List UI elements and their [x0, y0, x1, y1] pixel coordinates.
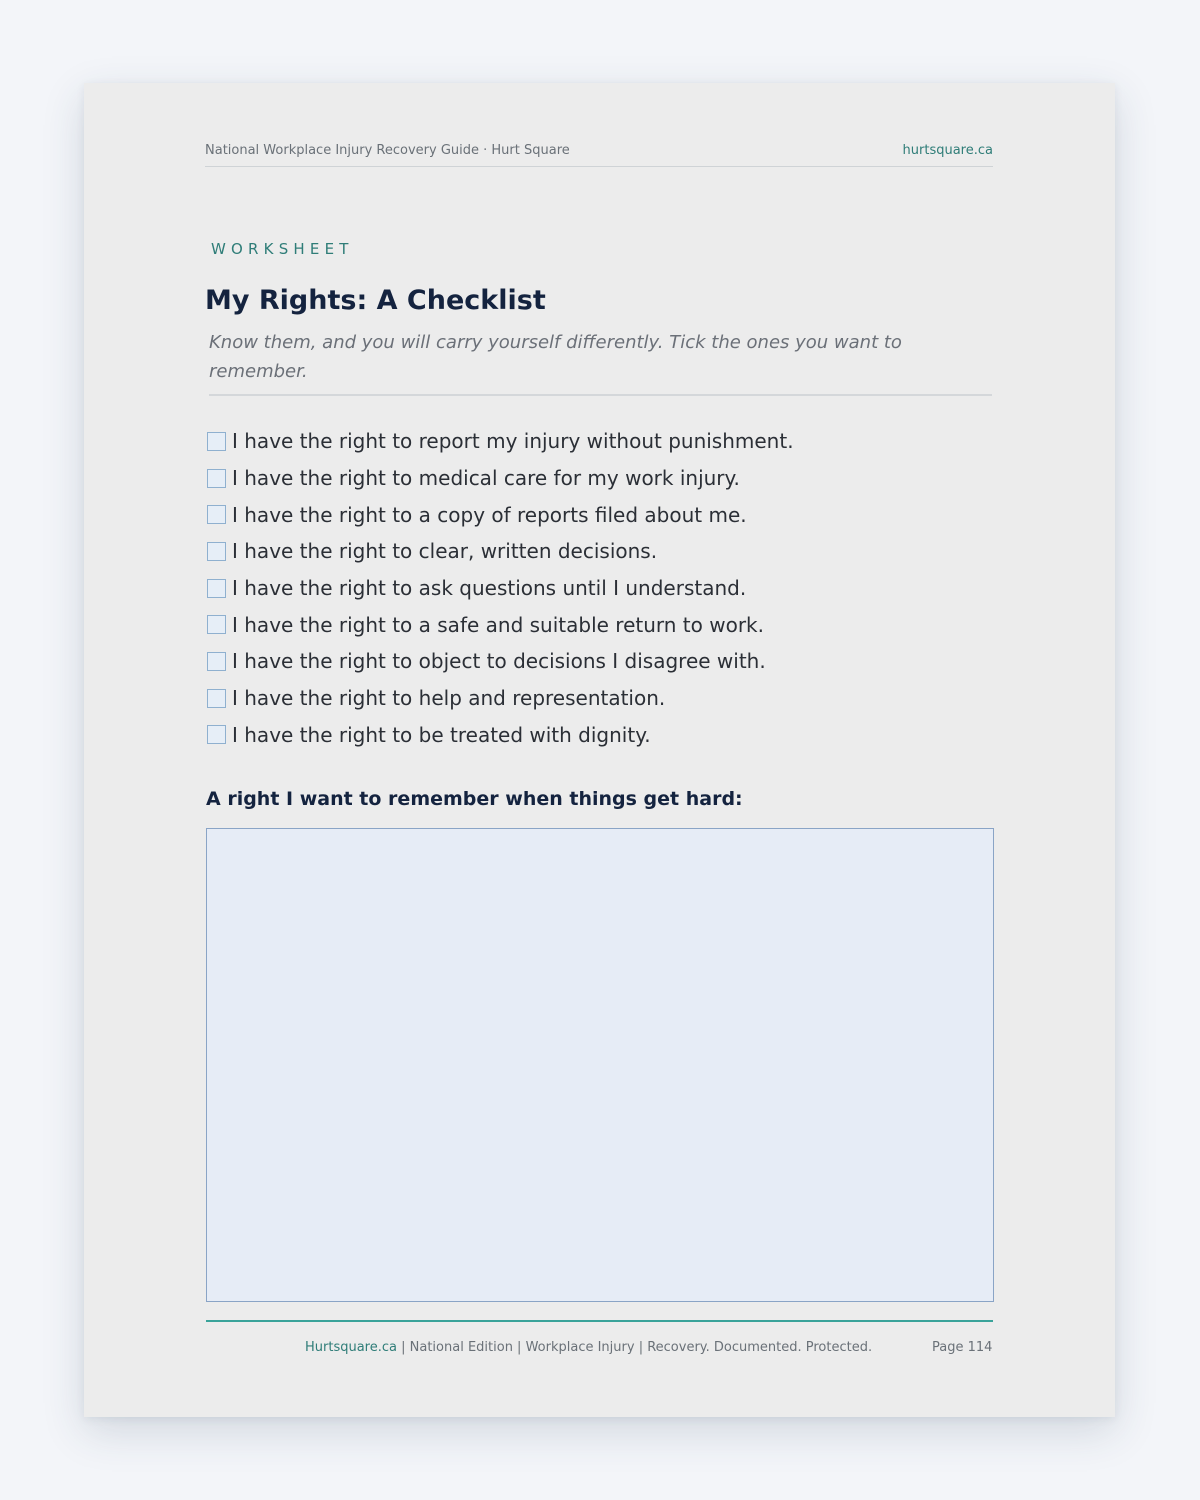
- checkbox[interactable]: [207, 505, 226, 524]
- checklist-item-label: I have the right to report my injury without punishment.: [232, 429, 794, 454]
- checklist-item: [207, 717, 967, 754]
- checklist-item-label: I have the right to object to decisions I disagree with.: [232, 649, 766, 674]
- footer-edition: | National Edition | Workplace Injury | Recovery. Documented. Protected.: [397, 1340, 873, 1355]
- checklist-item-label: I have the right to a safe and suitable return to work.: [232, 612, 764, 637]
- worksheet-page: [84, 83, 1115, 1417]
- checkbox[interactable]: [207, 432, 226, 451]
- page-subtitle: Know them, and you will carry yourself differently. Tick the ones you want to remember.: [209, 328, 992, 396]
- page-number: Page 114: [932, 1340, 993, 1355]
- checkbox[interactable]: [207, 725, 226, 744]
- checkbox[interactable]: [207, 652, 226, 671]
- checklist-item: [207, 680, 967, 717]
- checklist-item-label: I have the right to be treated with dignity.: [232, 722, 651, 747]
- reflection-prompt: A right I want to remember when things get hard:: [206, 788, 743, 810]
- checklist-item: [207, 533, 967, 570]
- reflection-textarea[interactable]: [206, 828, 994, 1302]
- checklist-item-label: I have the right to clear, written decisions.: [232, 539, 658, 564]
- checklist-item: [207, 460, 967, 497]
- footer-brand-link[interactable]: Hurtsquare.ca: [305, 1340, 397, 1355]
- checklist-item-label: I have the right to help and representation.: [232, 686, 666, 711]
- checklist-item-label: I have the right to ask questions until I understand.: [232, 576, 747, 601]
- checkbox[interactable]: [207, 689, 226, 708]
- worksheet-eyebrow: WORKSHEET: [211, 240, 354, 258]
- checklist-item-label: I have the right to medical care for my work injury.: [232, 466, 740, 491]
- running-header: [205, 143, 993, 167]
- checklist-item-label: I have the right to a copy of reports filed about me.: [232, 502, 747, 527]
- guide-title: National Workplace Injury Recovery Guide · Hurt Square: [205, 143, 570, 158]
- checklist-item: [207, 423, 967, 460]
- site-link[interactable]: hurtsquare.ca: [902, 143, 993, 158]
- rights-checklist: [207, 423, 967, 753]
- page-title: My Rights: A Checklist: [205, 285, 546, 316]
- footer-text: [305, 1340, 872, 1355]
- checklist-item: [207, 570, 967, 607]
- footer-divider: [206, 1320, 993, 1322]
- checkbox[interactable]: [207, 469, 226, 488]
- checklist-item: [207, 606, 967, 643]
- checkbox[interactable]: [207, 542, 226, 561]
- checkbox[interactable]: [207, 579, 226, 598]
- checkbox[interactable]: [207, 615, 226, 634]
- checklist-item: [207, 643, 967, 680]
- checklist-item: [207, 496, 967, 533]
